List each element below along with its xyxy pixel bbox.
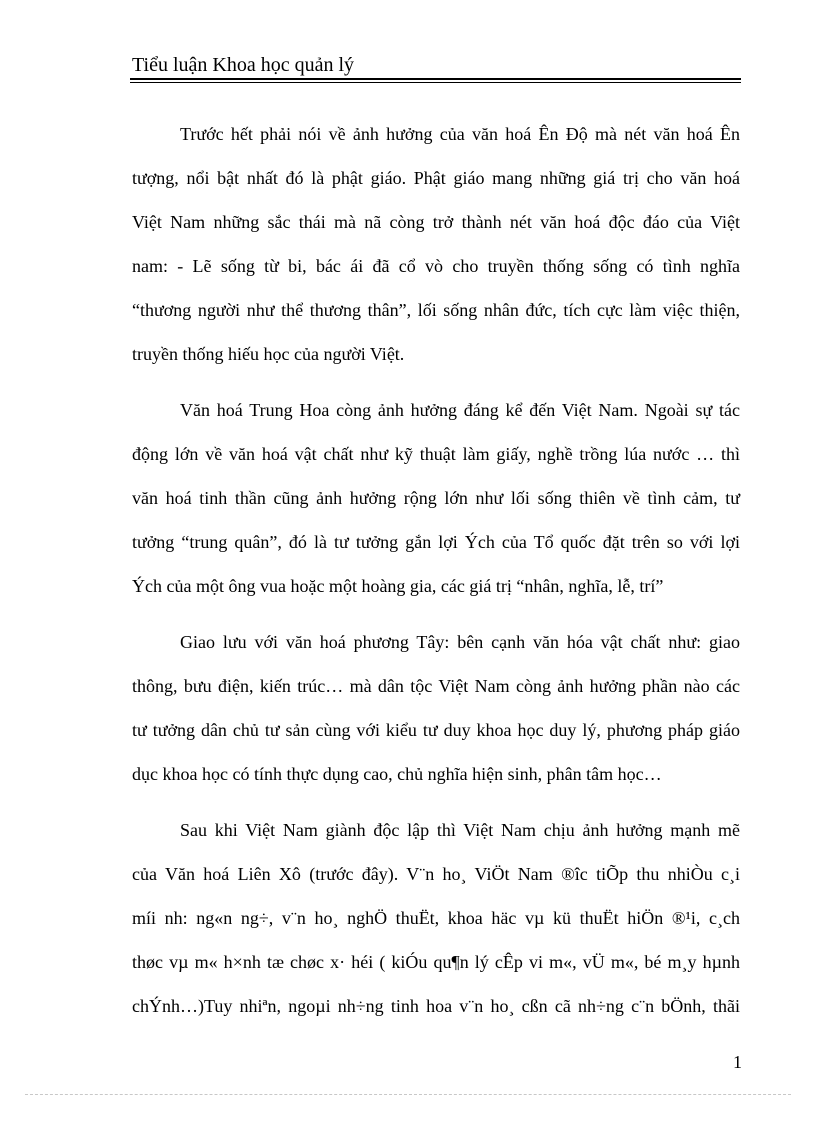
paragraph: [132, 118, 740, 382]
text-line: Sau khi Việt Nam giành độc lập thì Việt Nam chịu ảnh hưởng mạnh mẽ: [180, 820, 740, 840]
text-line: míi nh: ng«n ng÷, v¨n ho¸ nghÖ thuËt, khoa häc vµ kü thuËt hiÖn ®¹i, c¸ch: [132, 908, 740, 928]
text-line: thøc vµ m« h×nh tæ chøc x· héi ( kiÓu qu¶n lý cÊp vi m«, vÜ m«, bé m¸y hµnh: [132, 952, 740, 972]
text-line: dục khoa học có tính thực dụng cao, chủ nghĩa hiện sinh, phân tâm học…: [132, 764, 662, 784]
text-line: “thương người như thể thương thân”, lối sống nhân đức, tích cực làm việc thiện,: [132, 300, 740, 320]
text-line: nam: - Lẽ sống từ bi, bác ái đã cổ vò cho truyền thống sống có tình nghĩa: [132, 256, 740, 276]
text-line: văn hoá tinh thần cũng ảnh hưởng rộng lớn như lối sống thiên về tình cảm, tư: [132, 488, 740, 508]
text-line: tư tưởng dân chủ tư sản cùng với kiểu tư duy khoa học duy lý, phương pháp giáo: [132, 720, 740, 740]
text-line: Văn hoá Trung Hoa còng ảnh hưởng đáng kể đến Việt Nam. Ngoài sự tác: [180, 400, 740, 420]
paragraph: [132, 394, 740, 614]
paragraph-gap: [132, 802, 740, 814]
text-line: động lớn về văn hoá vật chất như kỹ thuật làm giấy, nghề trồng lúa nước … thì: [132, 444, 740, 464]
text-line: tượng, nổi bật nhất đó là phật giáo. Phật giáo mang những giá trị cho văn hoá: [132, 168, 740, 188]
paragraph-gap: [132, 614, 740, 626]
paragraph: [132, 626, 740, 802]
header-rule-thick: [130, 78, 741, 80]
text-line: thông, bưu điện, kiến trúc… mà dân tộc Việt Nam còng ảnh hưởng phần nào các: [132, 676, 740, 696]
document-body: [132, 118, 740, 1034]
header-rule-thin: [130, 82, 741, 83]
paragraph-gap: [132, 382, 740, 394]
text-line: Trước hết phải nói về ảnh hưởng của văn hoá Ên Độ mà nét văn hoá Ên: [180, 124, 740, 144]
text-line: Việt Nam những sắc thái mà nã còng trở thành nét văn hoá độc đáo của Việt: [132, 212, 740, 232]
page-number: 1: [733, 1052, 742, 1072]
text-line: chÝnh…)Tuy nhiªn, ngoµi nh÷ng tinh hoa v¨n ho¸ cßn cã nh÷ng c¨n bÖnh, thãi: [132, 996, 740, 1016]
text-line: Ých của một ông vua hoặc một hoàng gia, các giá trị “nhân, nghĩa, lễ, trí”: [132, 576, 664, 596]
text-line: của Văn hoá Liên Xô (trước đây). V¨n ho¸ ViÖt Nam ®îc tiÕp thu nhiÒu c¸i: [132, 864, 740, 884]
paragraph: [132, 814, 740, 1034]
page-break-rule: [25, 1094, 791, 1095]
header-title: Tiểu luận Khoa học quản lý: [132, 54, 355, 76]
text-line: tưởng “trung quân”, đó là tư tưởng gắn lợi Ých của Tổ quốc đặt trên so với lợi: [132, 532, 740, 552]
text-line: Giao lưu với văn hoá phương Tây: bên cạnh văn hóa vật chất như: giao: [180, 632, 740, 652]
text-line: truyền thống hiếu học của người Việt.: [132, 344, 405, 364]
